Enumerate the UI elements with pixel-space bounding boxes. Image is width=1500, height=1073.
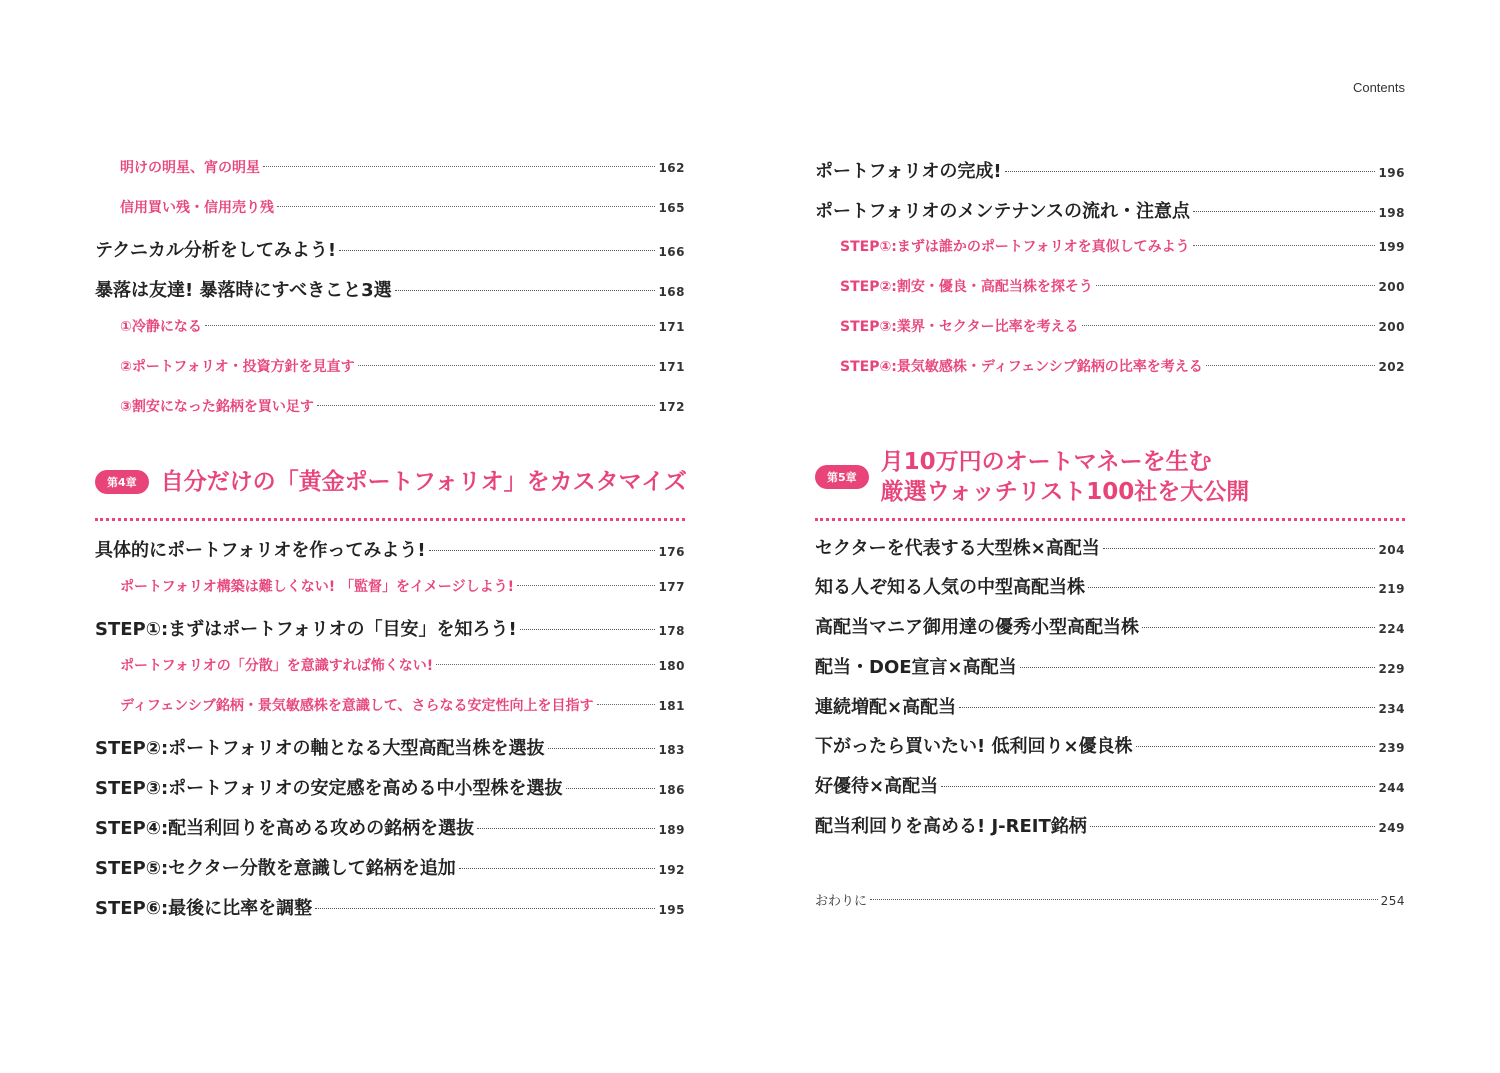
dot-leader — [1193, 211, 1375, 212]
toc-entry-title: ①冷静になる — [120, 319, 202, 335]
dot-leader — [941, 786, 1375, 787]
toc-entry[interactable] — [95, 894, 685, 920]
toc-entry[interactable] — [95, 276, 685, 302]
toc-entry-page: 239 — [1378, 741, 1405, 755]
toc-entry-page: 172 — [658, 400, 685, 414]
toc-entry[interactable] — [815, 732, 1405, 758]
toc-entry[interactable] — [840, 276, 1405, 296]
chapter-title: 自分だけの「黄金ポートフォリオ」をカスタマイズ — [160, 469, 687, 495]
toc-entry[interactable] — [120, 316, 685, 336]
chapter-title-line2: 厳選ウォッチリスト100社を大公開 — [880, 479, 1250, 505]
toc-entry-title: 明けの明星、宵の明星 — [120, 160, 260, 176]
toc-entry-page: 198 — [1378, 206, 1405, 220]
dot-leader — [339, 250, 655, 251]
dot-leader — [436, 664, 655, 665]
toc-entry-title: ポートフォリオの完成! — [815, 161, 1002, 182]
toc-entry-page: 224 — [1378, 622, 1405, 636]
toc-entry-page: 204 — [1378, 543, 1405, 557]
toc-entry-title: 具体的にポートフォリオを作ってみよう! — [95, 540, 426, 561]
dot-leader — [1090, 826, 1376, 827]
toc-entry[interactable] — [815, 157, 1405, 183]
toc-entry-page: 249 — [1378, 821, 1405, 835]
dot-leader — [317, 405, 656, 406]
toc-entry[interactable] — [120, 197, 685, 217]
toc-entry-page: 192 — [658, 863, 685, 877]
dot-leader — [1082, 325, 1376, 326]
toc-entry-page: 202 — [1378, 360, 1405, 374]
toc-entry-title: STEP②:ポートフォリオの軸となる大型高配当株を選抜 — [95, 738, 545, 759]
toc-entry-title: STEP④:配当利回りを高める攻めの銘柄を選抜 — [95, 818, 475, 839]
chapter-badge: 第5章 — [815, 465, 869, 489]
chapter-heading — [95, 467, 687, 497]
dot-leader — [1142, 627, 1375, 628]
toc-entry[interactable] — [120, 655, 685, 675]
chapter-badge: 第4章 — [95, 470, 149, 494]
toc-entry[interactable] — [120, 396, 685, 416]
chapter-divider — [95, 518, 685, 521]
toc-entry-title: 連続増配×高配当 — [815, 697, 957, 718]
dot-leader — [477, 828, 655, 829]
toc-entry[interactable] — [815, 613, 1405, 639]
toc-entry-page: 234 — [1378, 702, 1405, 716]
toc-entry-title: ポートフォリオの「分散」を意識すれば怖くない! — [120, 658, 434, 674]
toc-entry[interactable] — [95, 615, 685, 641]
dot-leader — [1005, 171, 1376, 172]
toc-entry[interactable] — [95, 774, 685, 800]
dot-leader — [566, 788, 656, 789]
toc-entry-title: 配当利回りを高める! J-REIT銘柄 — [815, 816, 1087, 837]
toc-entry-title: STEP④:景気敏感株・ディフェンシブ銘柄の比率を考える — [840, 359, 1203, 375]
dot-leader — [1103, 548, 1376, 549]
dot-leader — [459, 868, 656, 869]
toc-entry-page: 168 — [658, 285, 685, 299]
dot-leader — [517, 585, 655, 586]
toc-entry-title: STEP③:業界・セクター比率を考える — [840, 319, 1079, 335]
toc-entry-page: 171 — [658, 360, 685, 374]
toc-entry-title: 下がったら買いたい! 低利回り×優良株 — [815, 736, 1133, 757]
toc-entry-title: 暴落は友達! 暴落時にすべきこと3選 — [95, 280, 392, 301]
toc-entry-page: 254 — [1380, 894, 1405, 908]
dot-leader — [959, 707, 1375, 708]
toc-entry[interactable] — [815, 534, 1405, 560]
toc-entry-page: 244 — [1378, 781, 1405, 795]
toc-entry[interactable] — [95, 854, 685, 880]
toc-entry[interactable] — [815, 573, 1405, 599]
toc-entry-title: STEP①:まずは誰かのポートフォリオを真似してみよう — [840, 239, 1190, 255]
toc-entry[interactable] — [95, 814, 685, 840]
toc-entry[interactable] — [120, 695, 685, 715]
toc-entry-page: 195 — [658, 903, 685, 917]
chapter-heading — [815, 447, 1249, 507]
toc-entry-page: 189 — [658, 823, 685, 837]
chapter-title-line1: 月10万円のオートマネーを生む — [880, 449, 1212, 475]
toc-entry-title: 高配当マニア御用達の優秀小型高配当株 — [815, 617, 1139, 638]
toc-entry-page: 229 — [1378, 662, 1405, 676]
toc-entry-page: 177 — [658, 580, 685, 594]
right-page — [750, 0, 1500, 1073]
toc-entry-title: 好優待×高配当 — [815, 776, 939, 797]
toc-entry-page: 199 — [1378, 240, 1405, 254]
toc-entry[interactable] — [840, 356, 1405, 376]
contents-label: Contents — [1352, 80, 1405, 95]
toc-entry-title: STEP①:まずはポートフォリオの「目安」を知ろう! — [95, 619, 517, 640]
toc-entry-page: 180 — [658, 659, 685, 673]
dot-leader — [1096, 285, 1376, 286]
toc-entry-title: STEP③:ポートフォリオの安定感を高める中小型株を選抜 — [95, 778, 563, 799]
toc-entry-title: セクターを代表する大型株×高配当 — [815, 538, 1100, 559]
toc-entry[interactable] — [95, 734, 685, 760]
toc-entry-title: STEP⑤:セクター分散を意識して銘柄を追加 — [95, 858, 456, 879]
dot-leader — [358, 365, 656, 366]
toc-entry-title: ディフェンシブ銘柄・景気敏感株を意識して、さらなる安定性向上を目指す — [120, 698, 594, 714]
toc-entry[interactable] — [840, 316, 1405, 336]
toc-entry-title: 配当・DOE宣言×高配当 — [815, 657, 1017, 678]
dot-leader — [1136, 746, 1376, 747]
toc-entry-page: 166 — [658, 245, 685, 259]
toc-entry-title: STEP②:割安・優良・高配当株を探そう — [840, 279, 1093, 295]
toc-entry-title: 信用買い残・信用売り残 — [120, 200, 274, 216]
toc-entry-title: おわりに — [815, 894, 868, 909]
dot-leader — [1193, 245, 1376, 246]
dot-leader — [1206, 365, 1376, 366]
toc-entry-title: ポートフォリオのメンテナンスの流れ・注意点 — [815, 201, 1190, 222]
toc-entry-page: 186 — [658, 783, 685, 797]
toc-entry[interactable] — [815, 653, 1405, 679]
toc-entry-page: 200 — [1378, 320, 1405, 334]
toc-entry[interactable] — [95, 236, 685, 262]
toc-entry-title: ポートフォリオ構築は難しくない! 「監督」をイメージしよう! — [120, 579, 514, 595]
toc-entry-page: 165 — [658, 201, 685, 215]
toc-entry-page: 196 — [1378, 166, 1405, 180]
toc-entry[interactable] — [840, 236, 1405, 256]
chapter-title-block — [881, 447, 1250, 507]
toc-entry-title: テクニカル分析をしてみよう! — [95, 240, 337, 261]
toc-entry-title: 知る人ぞ知る人気の中型高配当株 — [815, 577, 1085, 598]
dot-leader — [548, 748, 656, 749]
toc-entry[interactable] — [95, 536, 685, 562]
toc-entry[interactable] — [120, 157, 685, 177]
toc-entry-page: 200 — [1378, 280, 1405, 294]
toc-entry[interactable] — [815, 812, 1405, 838]
toc-entry-title: ③割安になった銘柄を買い足す — [120, 399, 314, 415]
dot-leader — [429, 550, 656, 551]
toc-entry-page: 171 — [658, 320, 685, 334]
dot-leader — [205, 325, 656, 326]
dot-leader — [1088, 587, 1375, 588]
toc-entry-page: 183 — [658, 743, 685, 757]
dot-leader — [263, 166, 655, 167]
dot-leader — [870, 899, 1378, 900]
dot-leader — [395, 290, 656, 291]
toc-entry[interactable] — [815, 772, 1405, 798]
toc-entry-title: STEP⑥:最後に比率を調整 — [95, 898, 313, 919]
toc-entry[interactable] — [815, 693, 1405, 719]
toc-entry-title: ②ポートフォリオ・投資方針を見直す — [120, 359, 355, 375]
toc-entry-page: 176 — [658, 545, 685, 559]
chapter-divider — [815, 518, 1405, 521]
dot-leader — [597, 704, 656, 705]
dot-leader — [277, 206, 655, 207]
toc-entry-closing[interactable] — [815, 890, 1405, 909]
toc-entry[interactable] — [815, 197, 1405, 223]
dot-leader — [520, 629, 656, 630]
dot-leader — [315, 908, 655, 909]
toc-entry-page: 181 — [658, 699, 685, 713]
toc-entry[interactable] — [120, 356, 685, 376]
toc-entry-page: 219 — [1378, 582, 1405, 596]
toc-entry-page: 162 — [658, 161, 685, 175]
dot-leader — [1020, 667, 1376, 668]
toc-entry[interactable] — [120, 576, 685, 596]
toc-entry-page: 178 — [658, 624, 685, 638]
